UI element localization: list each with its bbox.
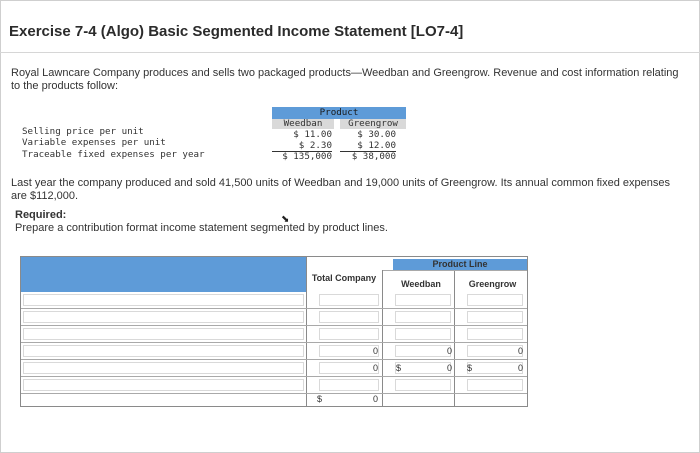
total-value: 0 bbox=[373, 346, 379, 356]
weedban-value: 0 bbox=[447, 363, 453, 373]
product-group-header: Product bbox=[272, 107, 406, 119]
product-line-header: Product Line bbox=[393, 259, 527, 270]
greengrow-header: Greengrow bbox=[468, 279, 517, 289]
total-dollar-sign: $ bbox=[317, 394, 323, 404]
row-label-input[interactable] bbox=[23, 362, 304, 374]
row-label-input[interactable] bbox=[23, 311, 304, 323]
table-row bbox=[21, 377, 527, 393]
col-header-weedban: Weedban bbox=[272, 119, 334, 129]
weedban-dollar-sign: $ bbox=[396, 363, 402, 373]
greengrow-input[interactable] bbox=[467, 328, 523, 340]
row-label-selling-price: Selling price per unit bbox=[22, 126, 144, 137]
total-input[interactable] bbox=[319, 345, 379, 357]
total-input[interactable] bbox=[319, 311, 379, 323]
greengrow-selling-price: $ 30.00 bbox=[357, 129, 396, 140]
total-input[interactable] bbox=[319, 379, 379, 391]
greengrow-input[interactable] bbox=[467, 311, 523, 323]
table-row bbox=[21, 326, 527, 342]
row-label-input[interactable] bbox=[23, 328, 304, 340]
greengrow-input[interactable] bbox=[467, 379, 523, 391]
weedban-traceable-fixed: $ 135,000 bbox=[282, 151, 332, 162]
total-input[interactable] bbox=[319, 294, 379, 306]
table-row bbox=[21, 343, 527, 359]
title-divider bbox=[0, 52, 700, 53]
greengrow-value: 0 bbox=[518, 363, 524, 373]
row-label-variable-expenses: Variable expenses per unit bbox=[22, 137, 166, 148]
weedban-input[interactable] bbox=[395, 379, 451, 391]
greengrow-input[interactable] bbox=[467, 294, 523, 306]
total-company-header: Total Company bbox=[306, 273, 382, 283]
greengrow-value: 0 bbox=[518, 346, 524, 356]
intro-text: Royal Lawncare Company produces and sells two packaged products—Weedban and Greengrow. Revenue and cost information relating to the products follow: bbox=[11, 67, 679, 92]
units-sold-text: Last year the company produced and sold 41,500 units of Weedban and 19,000 units of Greengrow. Its annual common fixed expenses are $112,000. bbox=[11, 177, 671, 202]
greengrow-variable-expenses: $ 12.00 bbox=[340, 140, 396, 152]
weedban-header: Weedban bbox=[401, 279, 441, 289]
weedban-input[interactable] bbox=[395, 311, 451, 323]
weedban-input[interactable] bbox=[395, 362, 451, 374]
greengrow-input[interactable] bbox=[467, 345, 523, 357]
row-label-input[interactable] bbox=[23, 294, 304, 306]
col-header-greengrow: Greengrow bbox=[340, 119, 406, 129]
total-input[interactable] bbox=[319, 362, 379, 374]
greengrow-input[interactable] bbox=[467, 362, 523, 374]
mouse-cursor-icon: ⬊ bbox=[281, 214, 290, 225]
total-value: 0 bbox=[373, 363, 379, 373]
weedban-value: 0 bbox=[447, 346, 453, 356]
required-heading: Required: bbox=[15, 209, 67, 221]
income-statement-grid bbox=[20, 256, 528, 407]
greengrow-traceable-fixed: $ 38,000 bbox=[351, 151, 396, 162]
weedban-input[interactable] bbox=[395, 328, 451, 340]
greengrow-dollar-sign: $ bbox=[467, 363, 473, 373]
row-label-input[interactable] bbox=[23, 379, 304, 391]
table-row bbox=[21, 292, 527, 308]
total-input[interactable] bbox=[319, 328, 379, 340]
required-text: Prepare a contribution format income statement segmented by product lines. bbox=[15, 222, 388, 234]
table-row bbox=[21, 360, 527, 376]
weedban-input[interactable] bbox=[395, 294, 451, 306]
table-row bbox=[21, 393, 527, 406]
grid-header bbox=[21, 257, 527, 292]
weedban-input[interactable] bbox=[395, 345, 451, 357]
weedban-variable-expenses: $ 2.30 bbox=[272, 140, 332, 152]
row-label-input[interactable] bbox=[23, 345, 304, 357]
page-title: Exercise 7-4 (Algo) Basic Segmented Income Statement [LO7-4] bbox=[9, 23, 464, 40]
table-row bbox=[21, 309, 527, 325]
row-label-traceable-fixed: Traceable fixed expenses per year bbox=[22, 149, 205, 160]
weedban-selling-price: $ 11.00 bbox=[293, 129, 332, 140]
total-value: 0 bbox=[373, 394, 379, 404]
